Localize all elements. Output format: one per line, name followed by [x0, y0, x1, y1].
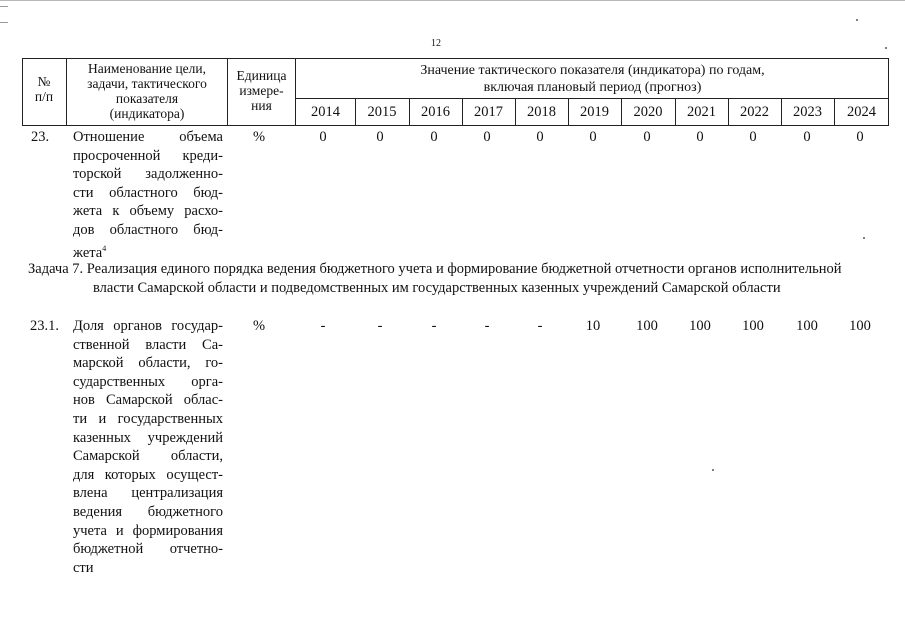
name-line: для которых осущест-: [73, 466, 223, 483]
year-header: 2015: [367, 104, 397, 120]
row-number: 23.: [31, 129, 50, 145]
year-header: 2024: [847, 104, 876, 120]
scan-speck: [712, 469, 714, 471]
unit-value: %: [252, 318, 266, 334]
year-value: 0: [536, 129, 544, 145]
name-line: ведения бюджетного: [73, 503, 223, 520]
year-value: -: [484, 318, 490, 334]
year-header: 2022: [740, 104, 769, 120]
name-line: ственной власти Са-: [73, 336, 223, 353]
name-line: просроченной креди-: [73, 147, 223, 164]
footnote-mark: 4: [102, 243, 107, 253]
year-value: 10: [585, 318, 601, 334]
year-value: 100: [742, 318, 764, 334]
name-line: Самарской области,: [73, 448, 223, 465]
task-line: власти Самарской области и подведомственных им государственных казенных учреждений Самарской области: [93, 279, 781, 296]
indicator-name: [73, 128, 223, 262]
year-value: 0: [430, 129, 438, 145]
name-line: жета к объему расхо-: [73, 203, 223, 220]
indicator-name: [73, 317, 223, 577]
name-line: торской задолженно-: [73, 166, 223, 183]
year-value: 0: [483, 129, 491, 145]
name-line: бюджетной отчетно-: [73, 541, 223, 558]
scan-top-edge: [0, 0, 905, 1]
name-line: Отношение объема: [73, 129, 223, 145]
year-header: 2021: [687, 104, 716, 120]
year-value: -: [431, 318, 437, 334]
name-line: нов Самарской облас-: [73, 392, 223, 409]
scan-mark: [0, 6, 8, 7]
name-line: Доля органов государ-: [73, 318, 223, 334]
year-value: -: [377, 318, 383, 334]
name-line: [73, 240, 223, 262]
header-col-name: Наименование цели, задачи, тактического показателя (индикатора): [67, 58, 228, 126]
year-value: -: [320, 318, 326, 334]
year-header: 2018: [527, 104, 556, 120]
name-line: сударственных орга-: [73, 373, 223, 390]
name-line: марской области, го-: [73, 355, 223, 372]
name-line: сти: [73, 559, 94, 576]
year-value: 100: [636, 318, 658, 334]
year-value: 0: [376, 129, 384, 145]
year-value: 0: [319, 129, 327, 145]
scan-mark: [0, 22, 8, 23]
year-value: 100: [849, 318, 871, 334]
task-line: Задача 7. Реализация единого порядка ведения бюджетного учета и формирование бюджетной отчетности органов исполнительной: [28, 261, 842, 277]
year-header: 2014: [311, 104, 340, 120]
year-header: 2019: [580, 104, 609, 120]
scan-speck: [885, 47, 887, 49]
year-value: 0: [589, 129, 597, 145]
name-line: учета и формирования: [73, 522, 223, 539]
year-value: -: [537, 318, 543, 334]
header-col-unit: Единица измере- ния: [228, 58, 296, 126]
year-header: 2023: [793, 104, 822, 120]
header-col-values: Значение тактического показателя (индикатора) по годам, включая плановый период (прогноз): [420, 63, 765, 95]
task-heading: [28, 260, 888, 297]
name-line-text: жета: [73, 244, 103, 261]
name-line: казенных учреждений: [73, 429, 223, 446]
year-header: 2020: [633, 104, 663, 120]
year-value: 0: [749, 129, 757, 145]
year-header: 2017: [474, 104, 503, 120]
name-line: влена централизация: [73, 485, 223, 502]
name-line: ти и государственных: [73, 410, 223, 427]
year-value: 0: [696, 129, 704, 145]
year-value: 0: [803, 129, 811, 145]
name-line: дов областного бюд-: [73, 221, 223, 238]
year-value: 0: [856, 129, 864, 145]
header-col-number: № п/п: [22, 58, 67, 126]
year-value: 100: [689, 318, 711, 334]
scan-speck: [856, 19, 858, 21]
year-header: 2016: [421, 104, 450, 120]
scan-speck: [863, 237, 865, 239]
row-number: 23.1.: [30, 318, 59, 334]
unit-value: %: [252, 129, 266, 145]
year-value: 0: [643, 129, 651, 145]
year-value: 100: [796, 318, 818, 334]
name-line: сти областного бюд-: [73, 184, 223, 201]
page-number: 12: [431, 38, 441, 49]
